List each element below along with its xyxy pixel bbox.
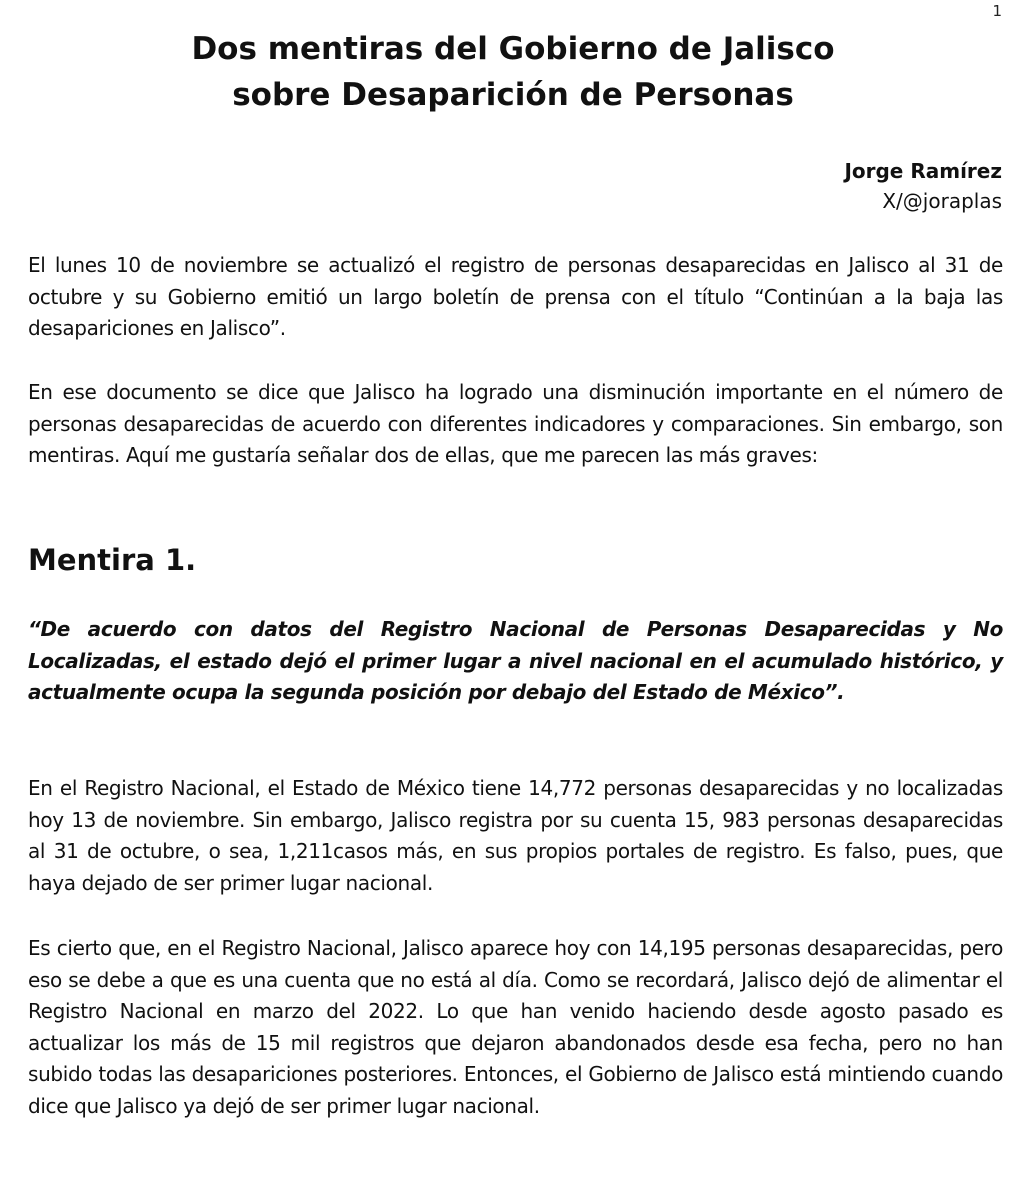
page-number: 1 — [992, 2, 1002, 20]
author-name: Jorge Ramírez — [844, 159, 1002, 183]
quote-block: “De acuerdo con datos del Registro Nacional de Personas Desaparecidas y No Localizadas, el estado dejó el primer lugar a nivel nacional en el acumulado histórico, y actualmente ocupa la segunda posición por debajo del Estado de México”. — [28, 617, 1003, 704]
title-line-1: Dos mentiras del Gobierno de Jalisco — [191, 31, 835, 67]
paragraph-registro-nacional: En el Registro Nacional, el Estado de México tiene 14,772 personas desaparecidas y no localizadas hoy 13 de noviembre. Sin embargo, Jalisco registra por su cuenta 15, 983 personas desaparecidas al 31 de octubre, o sea, 1,211casos más, en sus propios portales de registro. Es falso, pues, que haya dejado de ser primer lugar nacional. — [28, 776, 1003, 895]
author-handle: X/@joraplas — [882, 189, 1002, 213]
paragraph-rebuttal: Es cierto que, en el Registro Nacional, Jalisco aparece hoy con 14,195 personas desaparecidas, pero eso se debe a que es una cuenta que no está al día. Como se recordará, Jalisco dejó de alimentar el Registro Nacional en marzo del 2022. Lo que han venido haciendo desde agosto pasado es actualizar los más de 15 mil registros que dejaron abandonados desde esa fecha, pero no han subido todas las desapariciones posteriores. Entonces, el Gobierno de Jalisco está mintiendo cuando dice que Jalisco ya dejó de ser primer lugar nacional. — [28, 936, 1003, 1118]
paragraph-intro: El lunes 10 de noviembre se actualizó el registro de personas desaparecidas en Jalisco al 31 de octubre y su Gobierno emitió un largo boletín de prensa con el título “Continúan a la baja las desapariciones en Jalisco”. — [28, 253, 1003, 340]
title-line-2: sobre Desaparición de Personas — [232, 77, 794, 113]
author-block — [844, 156, 1002, 216]
document-title — [0, 26, 1026, 118]
paragraph-claims: En ese documento se dice que Jalisco ha logrado una disminución importante en el número de personas desaparecidas de acuerdo con diferentes indicadores y comparaciones. Sin embargo, son mentiras. Aquí me gustaría señalar dos de ellas, que me parecen las más graves: — [28, 380, 1003, 467]
section-heading-mentira-1: Mentira 1. — [28, 543, 197, 577]
